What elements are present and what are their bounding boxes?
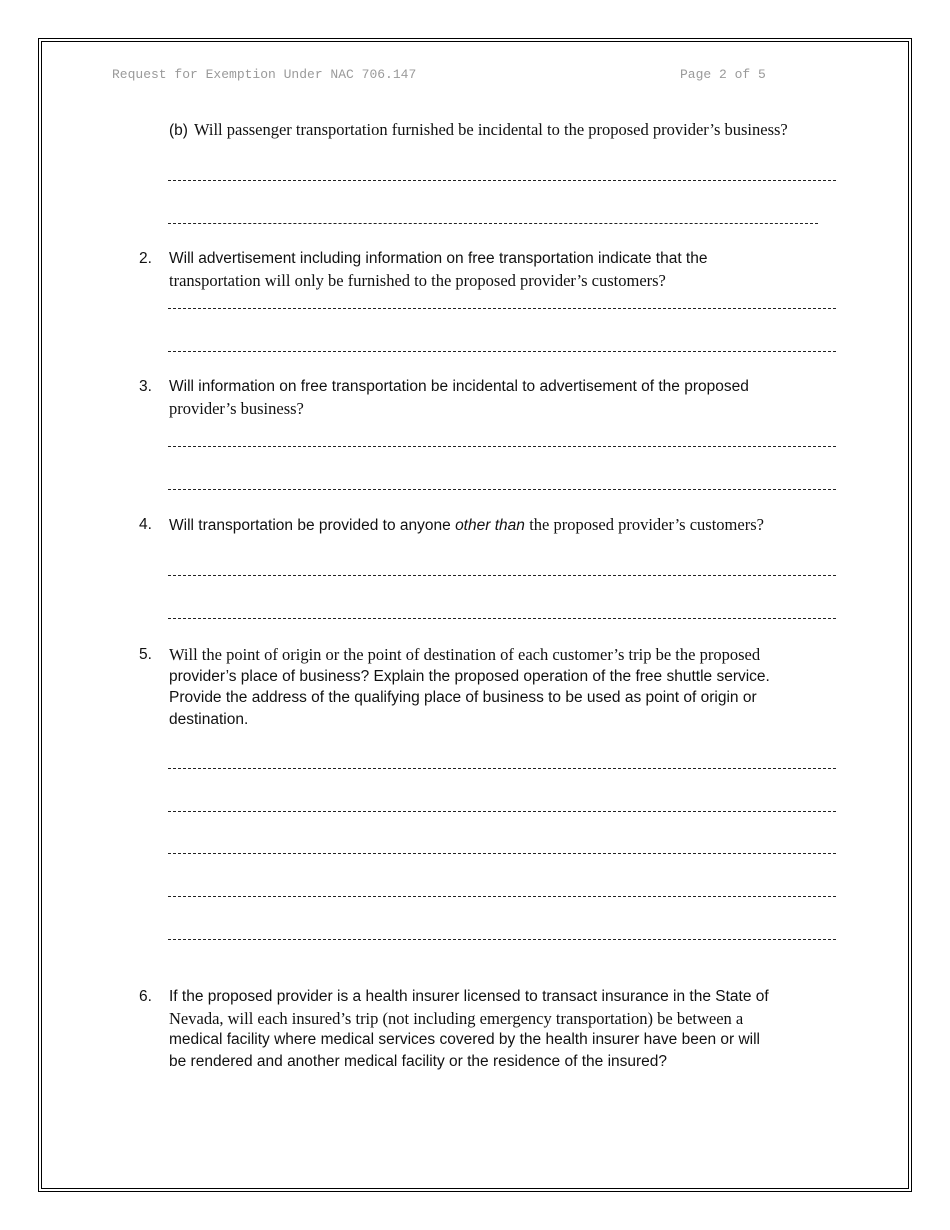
question-4-text-part-2: the proposed provider’s customers? xyxy=(529,515,764,534)
answer-line[interactable] xyxy=(168,308,836,309)
question-5-text-line-3: Provide the address of the qualifying place of business to be used as point of origin or xyxy=(169,689,757,706)
question-6-text-line-2: Nevada, will each insured’s trip (not including emergency transportation) be between a xyxy=(169,1008,744,1028)
question-6-text-line-3: medical facility where medical services covered by the health insurer have been or will xyxy=(169,1031,760,1048)
header-page-number: Page 2 of 5 xyxy=(680,67,766,82)
answer-line[interactable] xyxy=(168,575,836,576)
question-b-text: Will passenger transportation furnished be incidental to the proposed provider’s business? xyxy=(193,120,788,139)
question-6-text-line-4: be rendered and another medical facility or the residence of the insured? xyxy=(169,1052,668,1070)
question-2-number: 2. xyxy=(139,250,152,267)
question-6 xyxy=(169,986,841,1072)
answer-line[interactable] xyxy=(168,896,836,897)
header-title: Request for Exemption Under NAC 706.147 xyxy=(112,67,417,82)
question-4 xyxy=(169,514,841,537)
answer-line[interactable] xyxy=(168,618,836,619)
answer-line[interactable] xyxy=(168,351,836,352)
question-2-text-line-1: Will advertisement including information on free transportation indicate that the xyxy=(169,250,708,267)
question-3 xyxy=(169,376,841,419)
question-3-number: 3. xyxy=(139,378,152,395)
answer-line[interactable] xyxy=(168,223,818,224)
question-2-text-line-2: transportation will only be furnished to the proposed provider’s customers? xyxy=(169,270,666,290)
answer-line[interactable] xyxy=(168,939,836,940)
question-b-number: (b) xyxy=(169,122,188,139)
answer-line[interactable] xyxy=(168,489,836,490)
question-b xyxy=(169,119,841,142)
question-4-text-emphasis: other than xyxy=(455,517,525,534)
question-5-text-line-2: provider’s place of business? Explain the proposed operation of the free shuttle service. xyxy=(169,667,770,685)
answer-line[interactable] xyxy=(168,180,836,181)
question-3-text-line-1: Will information on free transportation be incidental to advertisement of the proposed xyxy=(169,378,749,395)
question-6-number: 6. xyxy=(139,988,152,1005)
answer-line[interactable] xyxy=(168,811,836,812)
answer-line[interactable] xyxy=(168,768,836,769)
question-6-text-line-1: If the proposed provider is a health insurer licensed to transact insurance in the State of xyxy=(169,988,769,1005)
question-3-text-line-2: provider’s business? xyxy=(169,398,304,418)
question-4-text-part-1: Will transportation be provided to anyone xyxy=(169,517,451,534)
question-5-text-line-4: destination. xyxy=(169,710,249,728)
question-5-number: 5. xyxy=(139,646,152,663)
question-5 xyxy=(169,644,841,730)
question-5-text-line-1: Will the point of origin or the point of destination of each customer’s trip be the proposed xyxy=(169,645,761,664)
answer-line[interactable] xyxy=(168,853,836,854)
question-2 xyxy=(169,248,841,291)
answer-line[interactable] xyxy=(168,446,836,447)
question-4-number: 4. xyxy=(139,516,152,533)
